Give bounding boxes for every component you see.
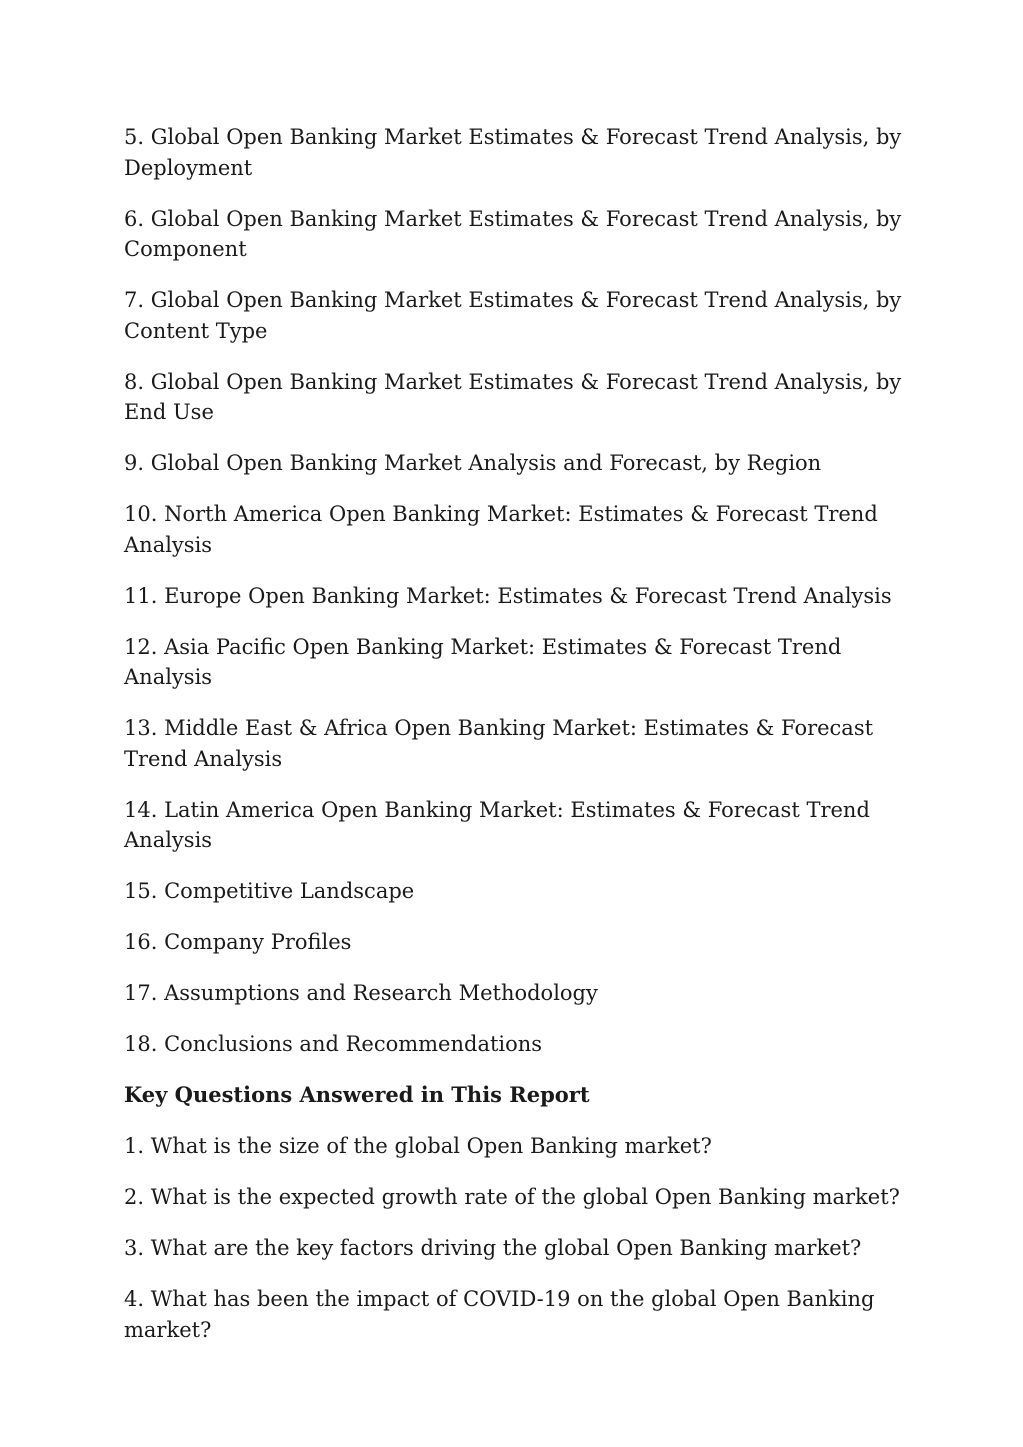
document-page [124,122,904,1366]
question-item: 1. What is the size of the global Open Banking market? [124,1134,712,1158]
toc-item: 15. Competitive Landscape [124,879,415,903]
toc-item: 9. Global Open Banking Market Analysis and Forecast, by Region [124,451,822,475]
toc-item: 11. Europe Open Banking Market: Estimates & Forecast Trend Analysis [124,583,892,608]
question-item: 4. What has been the impact of COVID-19 on the global Open Banking market? [124,1287,875,1342]
toc-item: 8. Global Open Banking Market Estimates & Forecast Trend Analysis, by End Use [124,369,902,424]
toc-item: 18. Conclusions and Recommendations [124,1032,543,1056]
toc-item: 16. Company Profiles [124,930,352,954]
toc-item: 5. Global Open Banking Market Estimates & Forecast Trend Analysis, by Deployment [124,125,902,180]
toc-item: 12. Asia Pacific Open Banking Market: Estimates & Forecast Trend Analysis [124,634,842,689]
question-item: 2. What is the expected growth rate of the global Open Banking market? [124,1185,900,1209]
toc-item: 17. Assumptions and Research Methodology [124,981,598,1005]
toc-item: 10. North America Open Banking Market: Estimates & Forecast Trend Analysis [124,502,878,557]
toc-item: 14. Latin America Open Banking Market: Estimates & Forecast Trend Analysis [124,797,870,852]
toc-item: 7. Global Open Banking Market Estimates & Forecast Trend Analysis, by Content Type [124,288,902,343]
questions-list [124,1131,904,1345]
toc-list [124,122,904,1060]
section-heading: Key Questions Answered in This Report [124,1082,590,1107]
question-item: 3. What are the key factors driving the global Open Banking market? [124,1236,862,1260]
toc-item: 13. Middle East & Africa Open Banking Market: Estimates & Forecast Trend Analysis [124,716,874,771]
toc-item: 6. Global Open Banking Market Estimates & Forecast Trend Analysis, by Component [124,206,902,261]
